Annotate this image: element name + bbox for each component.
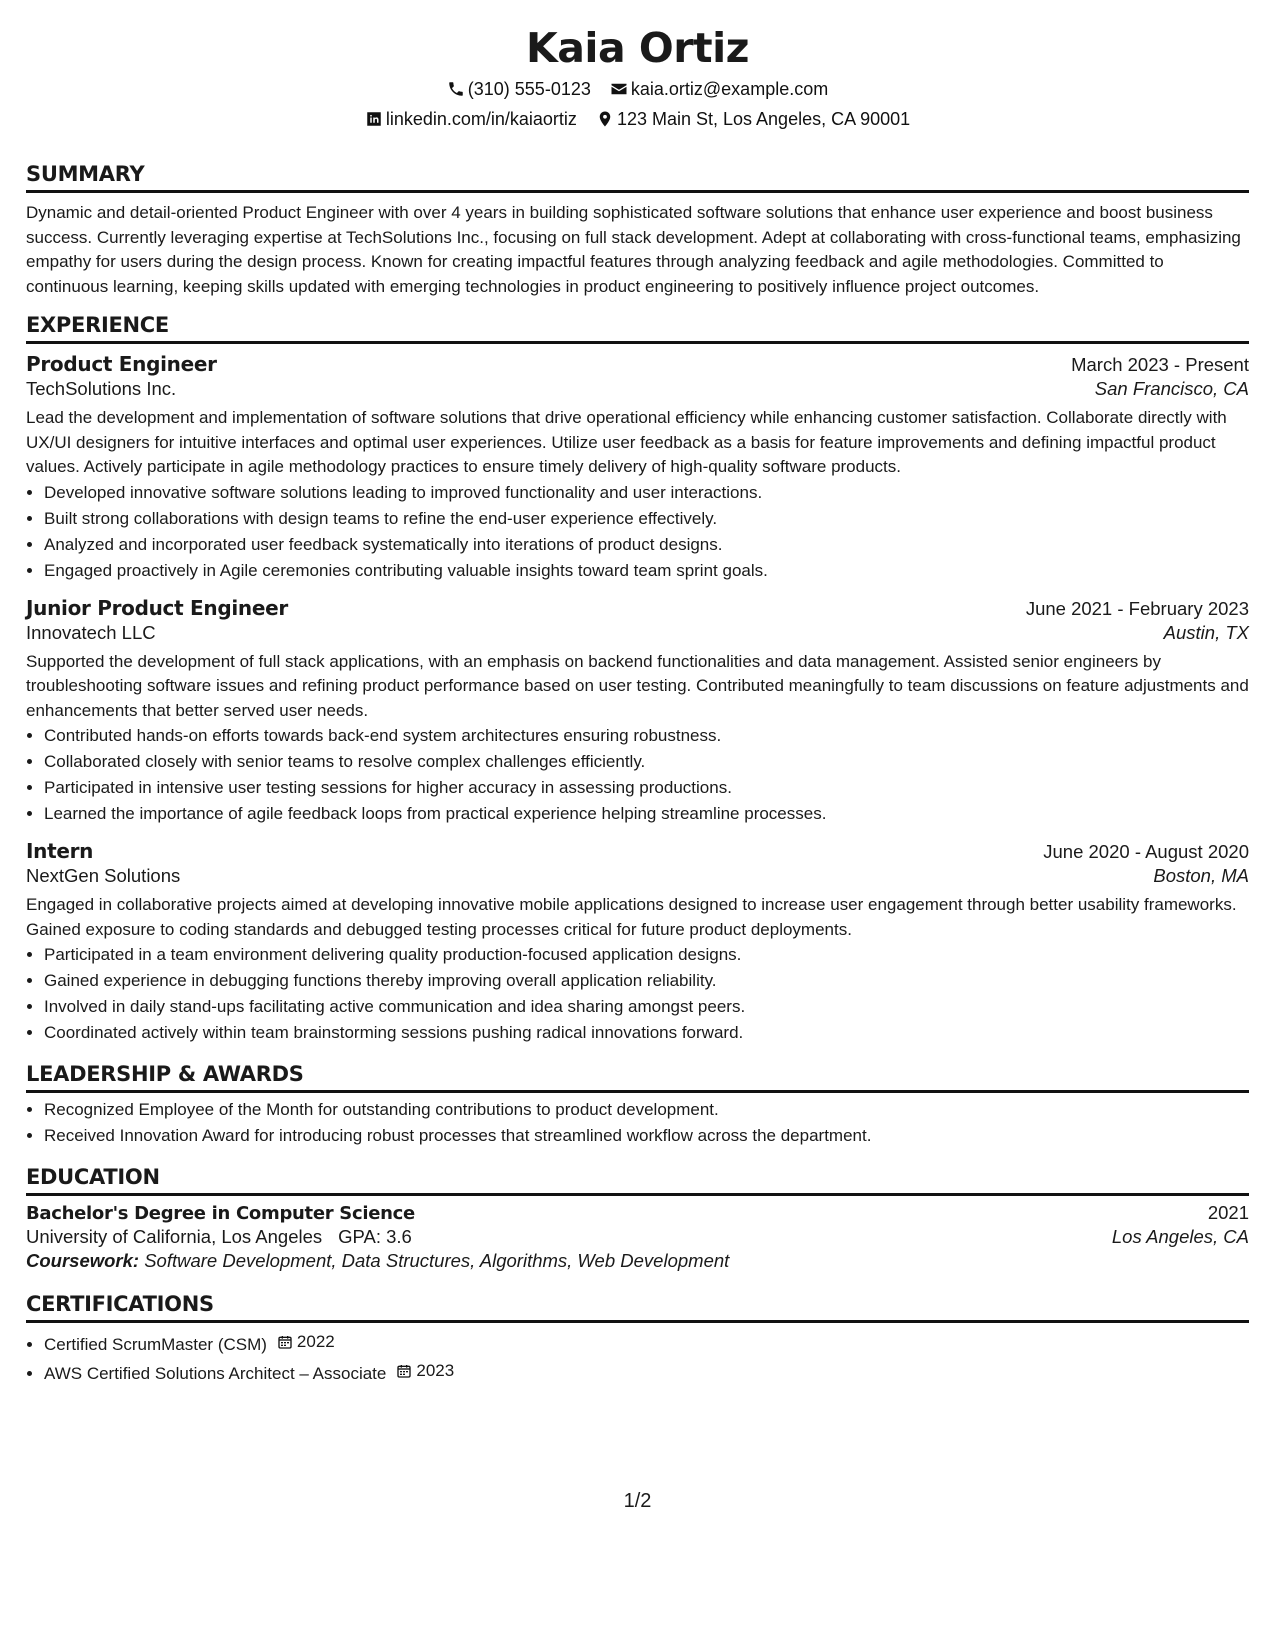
resume-page xyxy=(26,0,1249,1387)
phone-icon xyxy=(447,80,465,98)
education-heading: EDUCATION xyxy=(26,1163,1249,1196)
certification-name: AWS Certified Solutions Architect – Associate xyxy=(44,1364,387,1383)
address-item xyxy=(596,104,910,134)
job-dates: June 2020 - August 2020 xyxy=(1043,841,1249,862)
certification-item xyxy=(44,1358,1249,1387)
phone-item[interactable] xyxy=(447,74,591,104)
job-dates: March 2023 - Present xyxy=(1071,354,1249,375)
calendar-icon xyxy=(396,1363,412,1379)
job-description: Lead the development and implementation of software solutions that drive operational efficiency while enhancing customer satisfaction. Collaborate directly with UX/UI designers for intuitive interfaces and optimal user experiences. Utilize user feedback as a basis for feature improvements and defining impactful product values. Actively participate in agile methodology practices to ensure timely delivery of high-quality software products. xyxy=(26,408,1227,476)
certification-date xyxy=(277,1329,335,1355)
school-location: Los Angeles, CA xyxy=(1111,1226,1249,1247)
certification-item xyxy=(44,1329,1249,1358)
linkedin-icon xyxy=(365,110,383,128)
job-bullet: • Developed innovative software solutions leading to improved functionality and user interactions. xyxy=(44,480,1249,506)
job-bullet: • Analyzed and incorporated user feedback systematically into iterations of product designs. xyxy=(44,532,1249,558)
job-bullet: • Collaborated closely with senior teams to resolve complex challenges efficiently. xyxy=(44,749,1249,775)
job-description: Supported the development of full stack applications, with an emphasis on backend functionalities and data management. Assisted senior engineers by troubleshooting software issues and refining product performance based on user testing. Contributed meaningfully to team discussions on feature adjustments and enhancements that better served user needs. xyxy=(26,651,1249,720)
job-bullets xyxy=(26,942,1249,1046)
degree: Bachelor's Degree in Computer Science xyxy=(26,1203,415,1224)
job-header xyxy=(26,839,1249,863)
gpa: GPA: 3.6 xyxy=(338,1226,412,1247)
award-item: • Received Innovation Award for introducing robust processes that streamlined workflow across the department. xyxy=(44,1123,1249,1149)
company-name: TechSolutions Inc. xyxy=(26,378,177,399)
leadership-section xyxy=(26,1060,1249,1149)
summary-heading: SUMMARY xyxy=(26,160,1249,193)
certifications-section xyxy=(26,1290,1249,1387)
job-bullet: • Learned the importance of agile feedback loops from practical experience helping streamline processes. xyxy=(44,801,1249,827)
job-location: Boston, MA xyxy=(1153,865,1249,886)
job-header xyxy=(26,352,1249,376)
experience-section xyxy=(26,311,1249,1046)
linkedin-item[interactable] xyxy=(365,104,577,134)
leadership-list xyxy=(26,1097,1249,1149)
company-name: Innovatech LLC xyxy=(26,621,156,643)
job-description: Engaged in collaborative projects aimed at developing innovative mobile applications designed to increase user engagement through better usability frameworks. Gained exposure to coding standards and debugged testing processes critical for future product deployments. xyxy=(26,895,1237,939)
job-dates: June 2021 - February 2023 xyxy=(1025,597,1249,619)
contact-row-2 xyxy=(26,104,1249,134)
certification-name: Certified ScrumMaster (CSM) xyxy=(44,1335,267,1354)
job-location: Austin, TX xyxy=(1163,621,1249,643)
email-text: kaia.ortiz@example.com xyxy=(630,79,829,99)
school-line xyxy=(26,1226,412,1248)
certification-year: 2023 xyxy=(416,1361,455,1380)
job-header xyxy=(26,596,1249,620)
certification-date xyxy=(396,1358,454,1384)
job-bullet: • Participated in a team environment delivering quality production-focused application designs. xyxy=(44,942,1249,968)
job-bullets xyxy=(26,723,1249,827)
envelope-icon xyxy=(610,80,628,98)
page-number: 1/2 xyxy=(623,1490,652,1512)
phone-text: (310) 555-0123 xyxy=(467,79,591,99)
job-entry xyxy=(26,352,1249,584)
map-pin-icon xyxy=(596,110,614,128)
certifications-heading: CERTIFICATIONS xyxy=(26,1290,1249,1323)
contact-row-1 xyxy=(26,74,1249,104)
leadership-heading: LEADERSHIP & AWARDS xyxy=(26,1060,1249,1093)
address-text: 123 Main St, Los Angeles, CA 90001 xyxy=(616,109,911,129)
job-subheader xyxy=(26,865,1249,887)
job-subheader xyxy=(26,622,1249,644)
job-bullets xyxy=(26,480,1249,584)
linkedin-text: linkedin.com/in/kaiaortiz xyxy=(385,109,577,129)
certification-year: 2022 xyxy=(296,1332,335,1351)
education-section xyxy=(26,1163,1249,1272)
candidate-name: Kaia Ortiz xyxy=(525,24,750,72)
coursework-label: Coursework: xyxy=(26,1250,140,1271)
certification-list xyxy=(26,1329,1249,1387)
job-title: Product Engineer xyxy=(26,352,217,376)
job-bullet: • Coordinated actively within team brainstorming sessions pushing radical innovations forward. xyxy=(44,1020,1249,1046)
summary-section xyxy=(26,160,1249,299)
education-row-2 xyxy=(26,1226,1249,1248)
summary-text: Dynamic and detail-oriented Product Engineer with over 4 years in building sophisticated software solutions that enhance user experience and boost business success. Currently leveraging expertise at TechSolutions Inc., focusing on full stack development. Adept at collaborating with cross-functional teams, emphasizing empathy for users during the design process. Known for creating impactful features through analyzing feedback and agile methodologies. Committed to continuous learning, keeping skills updated with emerging technologies in product engineering to positively influence project outcomes. xyxy=(26,203,1241,296)
company-name: NextGen Solutions xyxy=(26,865,181,886)
coursework-line xyxy=(26,1250,1249,1272)
job-title: Intern xyxy=(26,839,94,863)
job-bullet: • Built strong collaborations with design teams to refine the end-user experience effectively. xyxy=(44,506,1249,532)
job-bullet: • Participated in intensive user testing sessions for higher accuracy in assessing productions. xyxy=(44,775,1249,801)
education-row-1 xyxy=(26,1202,1249,1224)
experience-heading: EXPERIENCE xyxy=(26,311,1249,344)
job-list xyxy=(26,352,1249,1046)
graduation-year: 2021 xyxy=(1207,1202,1249,1223)
job-bullet: • Contributed hands-on efforts towards back-end system architectures ensuring robustness. xyxy=(44,723,1249,749)
email-item[interactable] xyxy=(610,74,828,104)
job-bullet: • Involved in daily stand-ups facilitating active communication and idea sharing amongst peers. xyxy=(44,994,1249,1020)
job-title: Junior Product Engineer xyxy=(26,595,288,620)
job-bullet: • Engaged proactively in Agile ceremonies contributing valuable insights toward team sprint goals. xyxy=(44,558,1249,584)
job-bullet: • Gained experience in debugging functions thereby improving overall application reliability. xyxy=(44,968,1249,994)
job-entry xyxy=(26,596,1249,828)
job-entry xyxy=(26,839,1249,1046)
job-subheader xyxy=(26,378,1249,400)
coursework-text: Software Development, Data Structures, Algorithms, Web Development xyxy=(144,1250,730,1271)
award-item: • Recognized Employee of the Month for outstanding contributions to product development. xyxy=(44,1097,1249,1123)
job-location: San Francisco, CA xyxy=(1094,378,1249,399)
calendar-icon xyxy=(277,1334,293,1350)
school-name: University of California, Los Angeles xyxy=(26,1226,323,1247)
